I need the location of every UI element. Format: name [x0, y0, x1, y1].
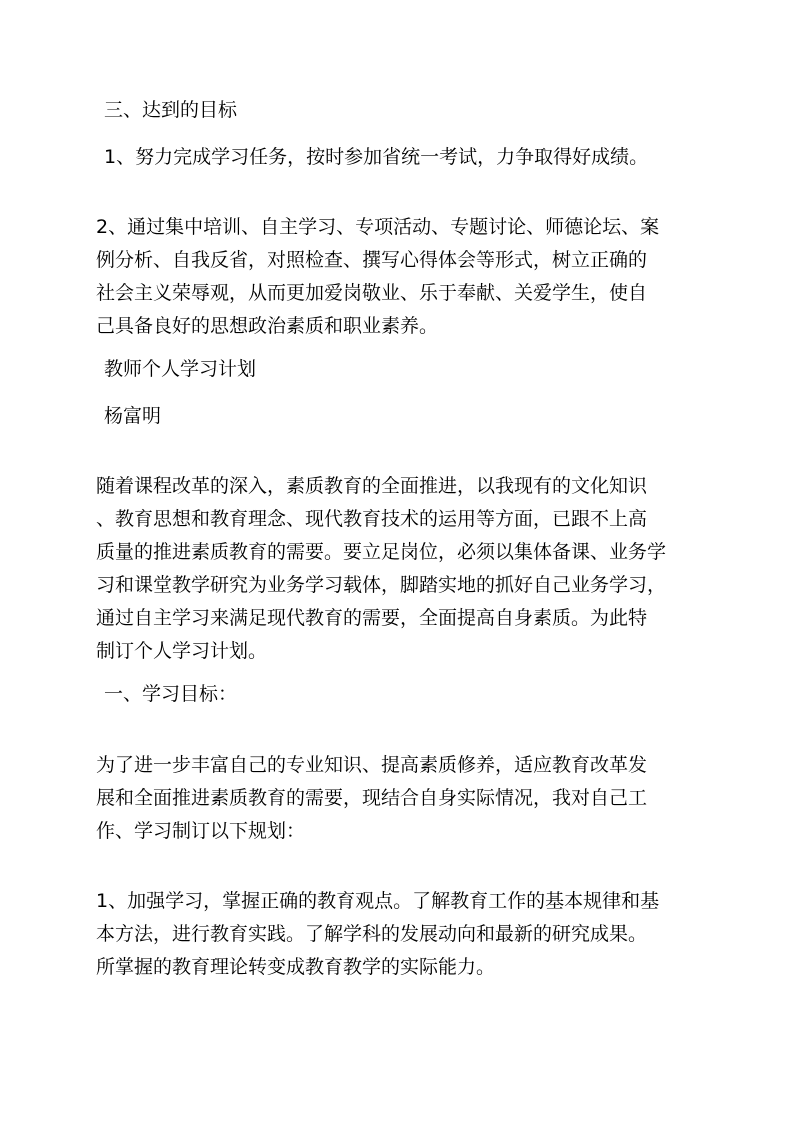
item1-line: 所掌握的教育理论转变成教育教学的实际能力。	[96, 956, 496, 978]
goal1-text: 1、努力完成学习任务，按时参加省统一考试，力争取得好成绩。	[104, 146, 649, 168]
intro-line: 质量的推进素质教育的需要。要立足岗位，必须以集体备课、业务学	[96, 541, 667, 563]
intro-line: 、教育思想和教育理念、现代教育技术的运用等方面，已跟不上高	[96, 508, 648, 530]
goal2-line: 2、通过集中培训、自主学习、专项活动、专题讨论、师德论坛、案	[96, 216, 660, 238]
section3-heading: 三、达到的目标	[104, 99, 238, 121]
item1-line: 1、加强学习，掌握正确的教育观点。了解教育工作的基本规律和基	[96, 890, 660, 912]
item1-line: 本方法，进行教育实践。了解学科的发展动向和最新的研究成果。	[96, 923, 648, 945]
intro-line: 随着课程改革的深入，素质教育的全面推进，以我现有的文化知识	[96, 475, 648, 497]
goal-intro-line: 展和全面推进素质教育的需要，现结合自身实际情况，我对自己工	[96, 787, 648, 809]
goal-intro-line: 为了进一步丰富自己的专业知识、提高素质修养，适应教育改革发	[96, 754, 648, 776]
intro-line: 习和课堂教学研究为业务学习载体，脚踏实地的抓好自己业务学习，	[96, 574, 667, 596]
intro-line: 通过自主学习来满足现代教育的需要，全面提高自身素质。为此特	[96, 607, 648, 629]
goal2-line: 社会主义荣辱观，从而更加爱岗敬业、乐于奉献、关爱学生，使自	[96, 282, 648, 304]
author-name: 杨富明	[104, 405, 162, 427]
plan-title: 教师个人学习计划	[104, 358, 257, 380]
intro-line: 制订个人学习计划。	[96, 640, 268, 662]
goal2-line: 例分析、自我反省，对照检查、撰写心得体会等形式，树立正确的	[96, 249, 648, 271]
goal2-line: 己具备良好的思想政治素质和职业素养。	[96, 315, 439, 337]
goal-intro-line: 作、学习制订以下规划：	[96, 820, 306, 842]
section1-heading: 一、学习目标：	[104, 683, 238, 705]
